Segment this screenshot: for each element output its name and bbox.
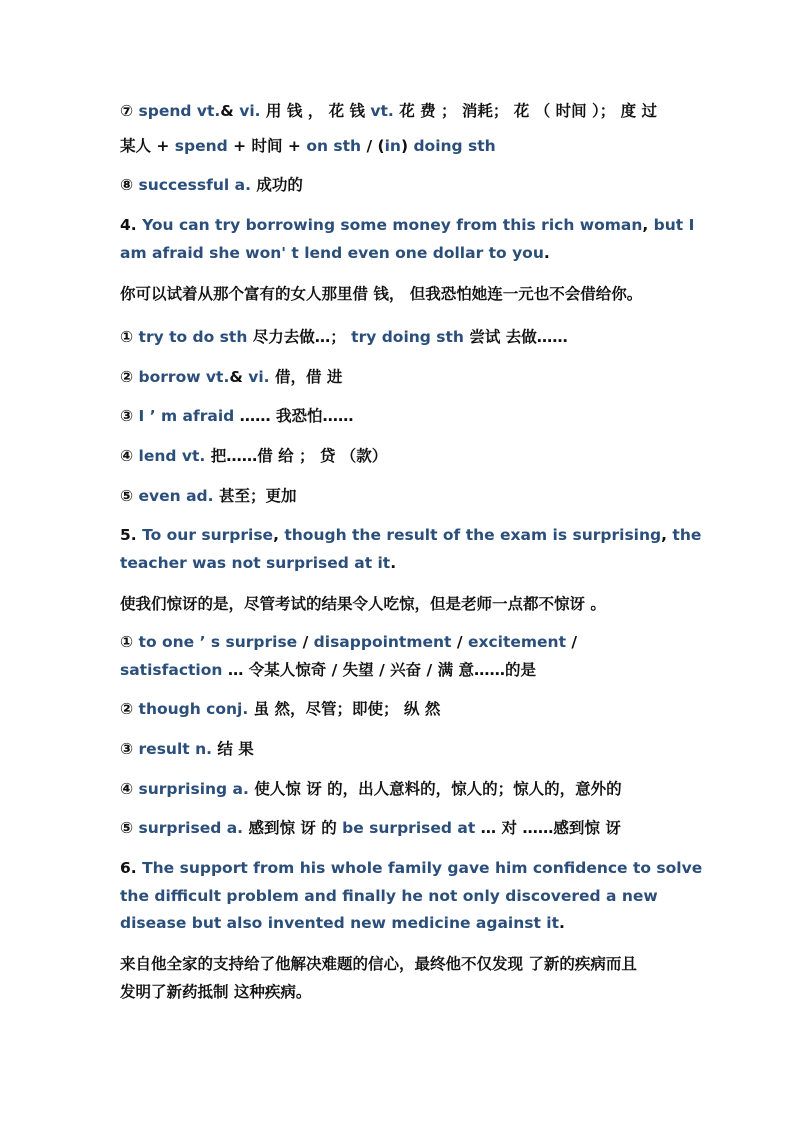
text-segment: 你可以试着从那个富有的女人那里借 钱， 但我恐怕她连一元也不会借给你。 [120, 285, 643, 303]
text-segment: ⑧ [120, 176, 139, 194]
text-line [120, 284, 680, 304]
text-line [120, 779, 680, 799]
english-phrase: doing sth [413, 137, 496, 155]
text-segment: 尝试 去做…… [463, 328, 568, 346]
english-phrase: in [384, 137, 401, 155]
english-phrase: the [672, 526, 702, 544]
text-line [120, 818, 680, 838]
text-segment: 花 费 ； 消耗； 花 （ 时间 ）； 度 过 [393, 102, 658, 120]
text-segment: , [273, 526, 285, 544]
text-line [120, 660, 680, 680]
text-segment: … 令某人惊奇 / 失望 / 兴奋 / 满 意……的是 [222, 661, 536, 679]
english-phrase: try doing sth [351, 328, 464, 346]
text-segment: ④ [120, 780, 139, 798]
text-segment: 6. [120, 859, 143, 877]
text-line [120, 982, 680, 1002]
text-segment: 用 钱 ， 花 钱 [260, 102, 371, 120]
english-phrase: even ad. [138, 487, 214, 505]
english-phrase: spend vt. [138, 102, 221, 120]
english-phrase: excitement [467, 633, 566, 651]
text-segment: 使我们惊讶的是，尽管考试的结果令人吃惊，但是老师一点都不惊讶 。 [120, 595, 606, 613]
text-line [120, 175, 680, 195]
text-line [120, 553, 680, 573]
text-segment: ③ [120, 407, 139, 425]
text-line [120, 858, 703, 878]
text-segment: & [229, 368, 249, 386]
text-line [120, 594, 680, 614]
text-segment: …… 我恐怕…… [234, 407, 354, 425]
text-segment: 感到惊 讶 的 [243, 819, 343, 837]
text-line [120, 913, 680, 933]
text-line [120, 699, 680, 719]
english-phrase: try to do sth [138, 328, 248, 346]
english-phrase: am afraid she won' t lend even one dollar to you [120, 244, 544, 262]
english-phrase: To our surprise [142, 526, 274, 544]
text-segment: & [220, 102, 240, 120]
text-line [120, 136, 680, 156]
english-phrase: though conj. [138, 700, 249, 718]
text-segment: 尽力去做…； [247, 328, 352, 346]
text-segment: / [451, 633, 468, 651]
text-line [120, 101, 680, 121]
text-segment: ① [120, 328, 139, 346]
english-phrase: You can try borrowing some money from this rich woman [142, 216, 643, 234]
english-phrase: disappointment [313, 633, 452, 651]
english-phrase: be surprised at [342, 819, 476, 837]
english-phrase: on sth [306, 137, 362, 155]
english-phrase: teacher was not surprised at it [120, 554, 391, 572]
text-segment: 把……借 给 ； 贷 （款） [205, 447, 388, 465]
text-segment: . [559, 914, 565, 932]
english-phrase: result n. [138, 740, 212, 758]
text-segment: / [297, 633, 314, 651]
text-segment: ② [120, 700, 139, 718]
text-line [120, 406, 680, 426]
english-phrase: spend [174, 137, 228, 155]
text-segment: , [661, 526, 673, 544]
text-segment: 甚至；更加 [213, 487, 297, 505]
english-phrase: borrow vt. [138, 368, 230, 386]
english-phrase: the difficult problem and finally he not only discovered a new [120, 887, 658, 905]
english-phrase: but I [653, 216, 695, 234]
english-phrase: to one ’ s surprise [138, 633, 298, 651]
text-segment: ② [120, 368, 139, 386]
text-segment: + 时间 + [227, 137, 307, 155]
text-segment: 来自他全家的支持给了他解决难题的信心，最终他不仅发现 了新的疾病而且 [120, 955, 637, 973]
text-segment: 借，借 进 [269, 368, 343, 386]
text-line [120, 486, 680, 506]
text-segment: ⑦ [120, 102, 139, 120]
text-line [120, 243, 680, 263]
text-segment: , [642, 216, 654, 234]
text-line [120, 446, 680, 466]
text-segment: . [390, 554, 397, 572]
text-line [120, 327, 680, 347]
english-phrase: I ’ m afraid [138, 407, 235, 425]
text-segment: … 对 ……感到惊 讶 [475, 819, 621, 837]
text-segment: ④ [120, 447, 139, 465]
text-segment: ⑤ [120, 487, 139, 505]
english-phrase: successful a. [138, 176, 251, 194]
english-phrase: The support from his whole family gave him confidence to solve [142, 859, 703, 877]
english-phrase: vi. [239, 102, 261, 120]
text-segment: . [543, 244, 550, 262]
text-segment: 成功的 [250, 176, 303, 194]
text-line [120, 367, 680, 387]
text-segment: 发明了新药抵制 这种疾病。 [120, 983, 312, 1001]
text-line [120, 525, 702, 545]
text-segment: ) [400, 137, 414, 155]
english-phrase: vi. [248, 368, 270, 386]
text-segment: ⑤ [120, 819, 139, 837]
text-line [120, 954, 680, 974]
text-segment: ① [120, 633, 139, 651]
text-line [120, 215, 695, 235]
text-line [120, 886, 680, 906]
text-segment: / [565, 633, 578, 651]
english-phrase: though the result of the exam is surprising [284, 526, 662, 544]
text-segment: 使人惊 讶 的，出人意料的，惊人的；惊人的，意外的 [248, 780, 622, 798]
text-segment: / ( [361, 137, 385, 155]
english-phrase: vt. [370, 102, 394, 120]
english-phrase: lend vt. [138, 447, 206, 465]
english-phrase: surprising a. [138, 780, 249, 798]
text-line [120, 739, 680, 759]
text-segment: 5. [120, 526, 143, 544]
text-segment: 虽 然，尽管；即使； 纵 然 [248, 700, 441, 718]
text-line [120, 632, 680, 652]
english-phrase: satisfaction [120, 661, 223, 679]
english-phrase: surprised a. [138, 819, 244, 837]
text-segment: ③ [120, 740, 139, 758]
text-segment: 某人 + [120, 137, 175, 155]
text-segment: 4. [120, 216, 143, 234]
text-segment: 结 果 [212, 740, 254, 758]
english-phrase: disease but also invented new medicine against it [120, 914, 560, 932]
